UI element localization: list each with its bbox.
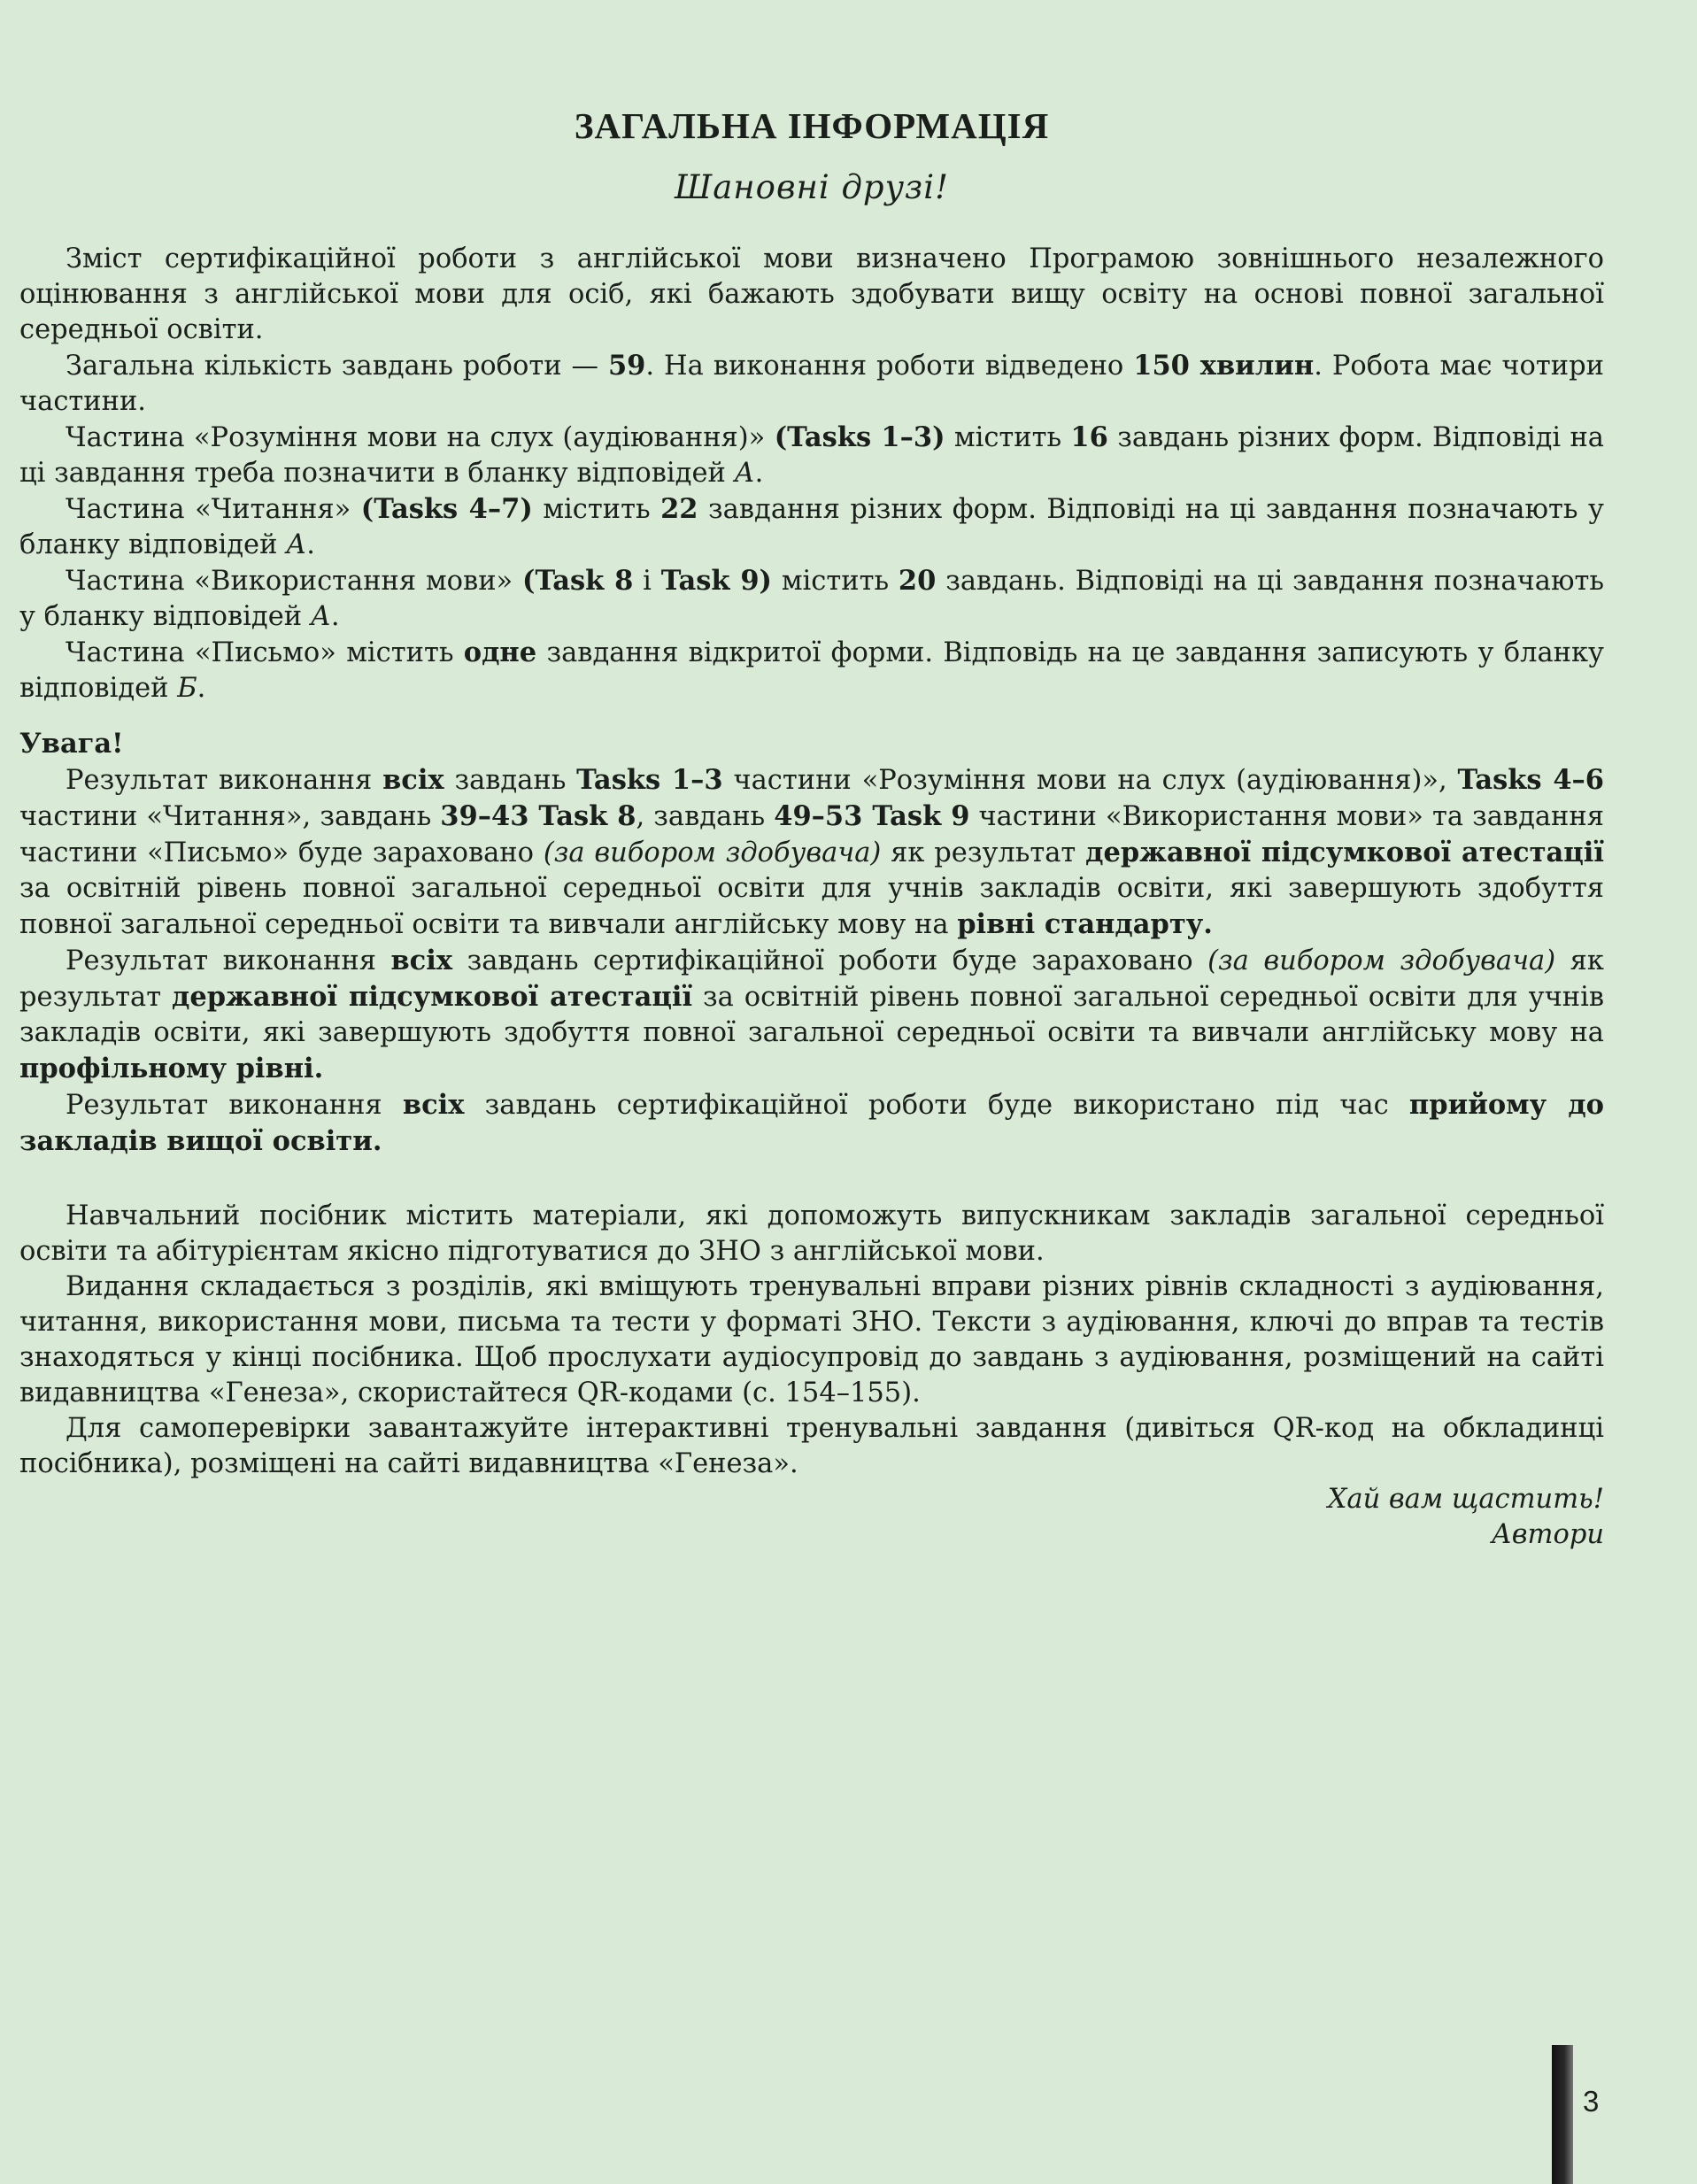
page-number: 3 — [1583, 2085, 1600, 2118]
manual-paragraph-1: Навчальний посібник містить матеріали, які допоможуть випускникам закладів загальної середньої освіти та абітурієнтам якісно підготуватися до ЗНО з англійської мови. — [19, 1200, 1604, 1267]
attention-paragraph-3: Результат виконання всіх завдань сертифікаційної роботи буде використано під час прийому до закладів вищої освіти. — [19, 1089, 1605, 1157]
closing-authors: Автори — [1491, 1519, 1604, 1550]
page-number-bar — [1552, 2045, 1573, 2184]
greeting: Шановні друзі! — [675, 168, 949, 206]
manual-paragraph-3: Для самоперевірки завантажуйте інтерактивні тренувальні завдання (дивіться QR-код на обкладинці посібника), розміщені на сайті видавництва «Генеза». — [19, 1413, 1604, 1479]
attention-heading: Увага! — [19, 728, 124, 760]
intro-paragraph-4: Частина «Читання» (Tasks 4–7) містить 22 завдання різних форм. Відповіді на ці завдання позначають у бланку відповідей А. — [19, 493, 1604, 560]
attention-paragraph-1: Результат виконання всіх завдань Tasks 1–3 частини «Розуміння мови на слух (аудіювання)», Tasks 4–6 частини «Читання», завдань 39–43 Task 8, завдань 49–53 Task 9 частини «Використання мови» та завдання частини «Письмо» буде зараховано (за вибором здобувача) як результат державної підсумкової атестації за освітній рівень повної загальної середньої освіти для учнів закладів освіти, які завершують здобуття повної загальної середньої освіти та вивчали англійську мову на рівні стандарту. — [19, 764, 1605, 940]
intro-paragraph-6: Частина «Письмо» містить одне завдання відкритої форми. Відповідь на це завдання записують у бланку відповідей Б. — [19, 637, 1604, 704]
manual-paragraph-2: Видання складається з розділів, які вміщують тренувальні вправи різних рівнів складності з аудіювання, читання, використання мови, письма та тести у форматі ЗНО. Тексти з аудіювання, ключі до вправ та тестів знаходяться у кінці посібника. Щоб прослухати аудіосупровід до завдань з аудіювання, розміщений на сайті видавництва «Генеза», скористайтеся QR-кодами (с. 154–155). — [19, 1271, 1604, 1408]
attention-paragraph-2: Результат виконання всіх завдань сертифікаційної роботи буде зараховано (за вибором здобувача) як результат державної підсумкової атестації за освітній рівень повної загальної середньої освіти для учнів закладів освіти, які завершують здобуття повної загальної середньої освіти та вивчали англійську мову на профільному рівні. — [19, 945, 1604, 1084]
intro-paragraph-5: Частина «Використання мови» (Task 8 і Task 9) містить 20 завдань. Відповіді на ці завдання позначають у бланку відповідей А. — [19, 565, 1604, 632]
closing-wish: Хай вам щастить! — [1327, 1484, 1604, 1515]
page-title: ЗАГАЛЬНА ІНФОРМАЦІЯ — [574, 105, 1050, 146]
intro-paragraph-3: Частина «Розуміння мови на слух (аудіювання)» (Tasks 1–3) містить 16 завдань різних форм. Відповіді на ці завдання треба позначити в бланку відповідей А. — [19, 421, 1604, 489]
intro-paragraph-2: Загальна кількість завдань роботи — 59. На виконання роботи відведено 150 хвилин. Робота має чотири частини. — [19, 350, 1604, 417]
page-content — [19, 104, 1604, 1553]
intro-paragraph-1: Зміст сертифікаційної роботи з англійської мови визначено Програмою зовнішнього незалежного оцінювання з англійської мови для осіб, які бажають здобувати вищу освіту на основі повної загальної середньої освіти. — [19, 243, 1604, 345]
